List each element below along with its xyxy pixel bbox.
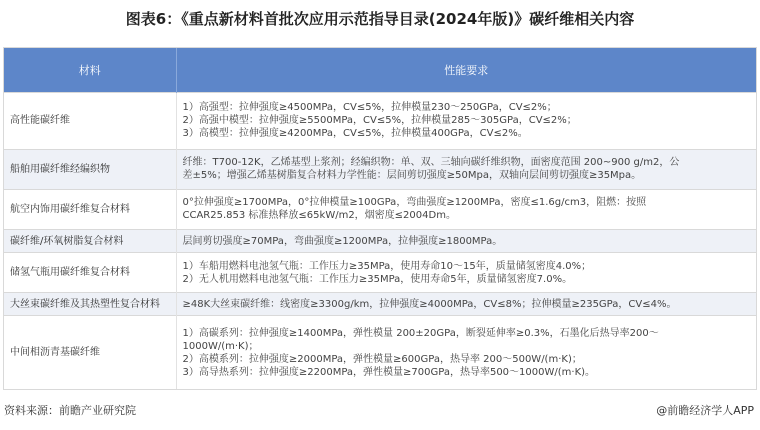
- performance-line: 1）车船用燃料电池氢气瓶：工作压力≥35MPa，使用寿命10～15年，质量储氢密度4.0%；: [182, 260, 592, 272]
- material-cell: 高性能碳纤维: [4, 93, 176, 150]
- spec-table-container: [3, 47, 757, 390]
- header-material: 材料: [4, 48, 176, 93]
- material-cell: 中间相沥青基碳纤维: [4, 316, 176, 389]
- performance-line: 1）高强型：拉伸强度≥4500MPa，CV≤5%，拉伸模量230～250GPa，CV≤2%；: [182, 102, 557, 114]
- performance-line: 1000W/(m·K)；: [182, 340, 259, 352]
- table-row: [4, 316, 756, 389]
- performance-line: 2）高模系列：拉伸强度≥2000MPa，弹性模量≥600GPa，热导率 200～500W/(m·K)；: [182, 353, 582, 365]
- performance-cell: [176, 189, 756, 229]
- performance-line: 2）无人机用燃料电池氢气瓶：工作压力≥35MPa，使用寿命5年，质量储氢密度7.0%。: [182, 273, 573, 285]
- performance-line: ≥48K大丝束碳纤维：线密度≥3300g/km，拉伸强度≥4000MPa，CV≤8%；拉伸模量≥235GPa，CV≤4%。: [182, 298, 677, 310]
- performance-line: 1）高碳系列：拉伸强度≥1400MPa，弹性模量 200±20GPa，断裂延伸率≥0.3%，石墨化后热导率200～: [182, 327, 659, 339]
- performance-line: CCAR25.853 标准热释放≤65kW/m2，烟密度≤2004Dm。: [182, 210, 456, 222]
- performance-cell: [176, 229, 756, 252]
- page-title: 图表6：《重点新材料首批次应用示范指导目录(2024年版)》碳纤维相关内容: [125, 10, 635, 28]
- material-cell: 航空内饰用碳纤维复合材料: [4, 189, 176, 229]
- table-header-row: [4, 48, 756, 93]
- performance-cell: [176, 293, 756, 316]
- performance-line: 层间剪切强度≥70MPa，弯曲强度≥1200MPa，拉伸强度≥1800MPa。: [182, 235, 503, 247]
- table-row: [4, 93, 756, 150]
- spec-table: [4, 48, 756, 389]
- table-body: [4, 93, 756, 390]
- material-cell: 船舶用碳纤维经编织物: [4, 149, 176, 189]
- material-cell: 碳纤维/环氧树脂复合材料: [4, 229, 176, 252]
- table-row: [4, 229, 756, 252]
- performance-line: 纤维：T700-12K，乙烯基型上浆剂；经编织物：单、双、三轴向碳纤维织物，面密度范围 200~900 g/m2，公: [182, 157, 680, 169]
- performance-line: 3）高模型：拉伸强度≥4200MPa，CV≤5%，拉伸模量400GPa，CV≤2%。: [182, 128, 528, 140]
- performance-line: 0°拉伸强度≥1700MPa，0°拉伸模量≥100GPa，弯曲强度≥1200MPa，密度≤1.6g/cm3，阻燃：按照: [182, 197, 647, 209]
- table-row: [4, 293, 756, 316]
- header-performance: 性能要求: [176, 48, 756, 93]
- table-row: [4, 149, 756, 189]
- performance-line: 2）高强中模型：拉伸强度≥5500MPa，CV≤5%，拉伸模量285～305GPa，CV≤2%；: [182, 115, 577, 127]
- performance-cell: [176, 253, 756, 293]
- performance-cell: [176, 149, 756, 189]
- performance-line: 差±5%；增强乙烯基树脂复合材料力学性能：层间剪切强度≥50Mpa，双轴向层间剪切强度≥35Mpa。: [182, 170, 642, 182]
- table-row: [4, 253, 756, 293]
- table-row: [4, 189, 756, 229]
- performance-cell: [176, 93, 756, 150]
- material-cell: 储氢气瓶用碳纤维复合材料: [4, 253, 176, 293]
- performance-cell: [176, 316, 756, 389]
- performance-line: 3）高导热系列：拉伸强度≥2200MPa，弹性模量≥700GPa，热导率500～1000W/(m·K)。: [182, 366, 596, 378]
- material-cell: 大丝束碳纤维及其热塑性复合材料: [4, 293, 176, 316]
- brand-credit: @前瞻经济学人APP: [656, 404, 754, 417]
- source-note: 资料来源：前瞻产业研究院: [4, 404, 136, 417]
